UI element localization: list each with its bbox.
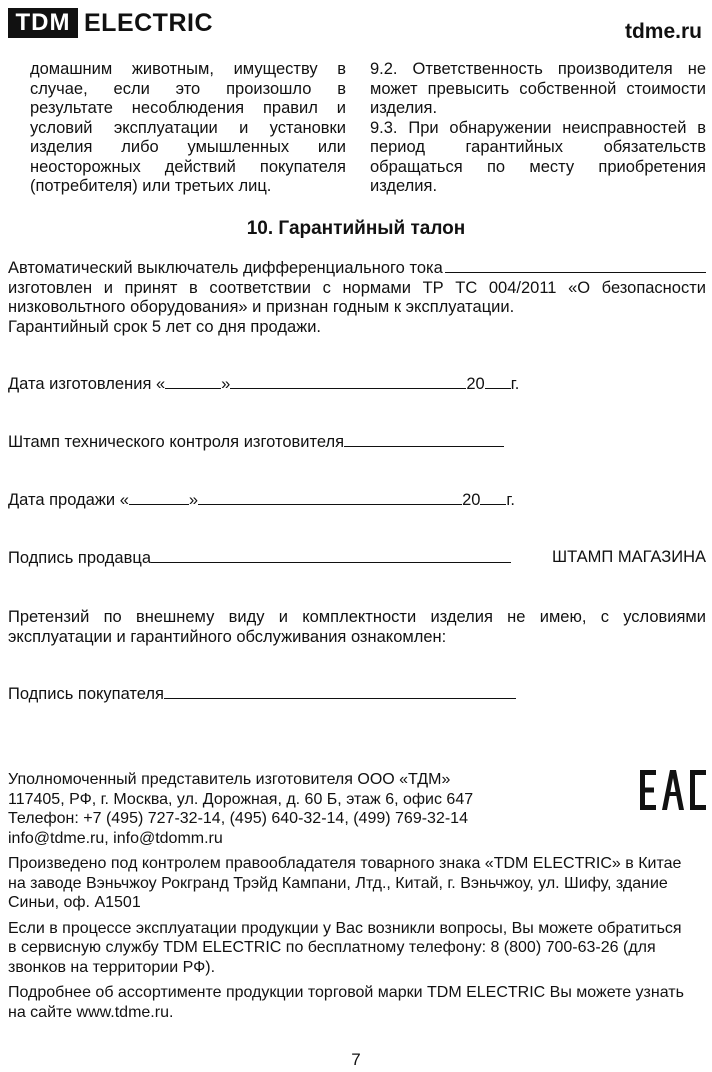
- left-paragraph: домашним животным, имуществу в случае, если это произошло в результате несоблюдения правил и условий эксплуатации и установки изделия либо умышленных или неосторожных действий покупателя (потребителя) или третьих лиц.: [30, 60, 346, 195]
- contacts-block: [8, 770, 688, 1028]
- produced-info: Произведено под контролем правообладателя товарного знака «TDM ELECTRIC» в Китае на заводе Вэньчжоу Рокгранд Трэйд Кампани, Лтд., Китай, г. Вэньчжоу, ул. Шифу, здание Синьи, оф. А1501: [8, 855, 682, 911]
- manufacture-day-field[interactable]: [165, 374, 221, 389]
- site-url: tdme.ru: [624, 20, 702, 43]
- page-number: 7: [351, 1050, 361, 1069]
- year-prefix: 20: [462, 491, 481, 509]
- clause-9-3: 9.3. При обнаружении неисправностей в период гарантийных обязательств обращаться по месту приобретения изделия.: [370, 118, 706, 195]
- intro-line-2: изготовлен и принят в соответствии с нормами ТР ТС 004/2011 «О безопасности низковольтного оборудования» и признан годным к эксплуатации.: [8, 278, 706, 316]
- intro-line-1: Автоматический выключатель дифференциального тока: [8, 259, 443, 277]
- warranty-intro: [8, 258, 706, 337]
- manufacture-month-field[interactable]: [230, 374, 466, 389]
- stamp-label: Штамп технического контроля изготовителя: [8, 433, 345, 451]
- service-info: Если в процессе эксплуатации продукции у Вас возникли вопросы, Вы можете обратиться в сервисную службу TDM ELECTRIC по бесплатному телефону: 8 (800) 700-63-26 (для звонков на территории РФ).: [8, 919, 682, 976]
- manufacture-date-row: [8, 374, 519, 394]
- shop-stamp-label: ШТАМП МАГАЗИНА: [552, 548, 706, 566]
- seller-signature-label: Подпись продавца: [8, 549, 152, 567]
- eac-certification-mark: [640, 770, 708, 810]
- buyer-signature-row: [8, 684, 516, 704]
- device-name-line[interactable]: [445, 258, 706, 273]
- stamp-row: [8, 432, 504, 452]
- rep-line-1: Уполномоченный представитель изготовителя ООО «ТДМ»: [8, 771, 451, 788]
- year-prefix: 20: [466, 375, 485, 393]
- rep-line-4: info@tdme.ru, info@tdomm.ru: [8, 829, 223, 847]
- brand-logo-tdm: TDM: [8, 8, 78, 38]
- sale-month-field[interactable]: [198, 490, 462, 505]
- page-header: [8, 8, 702, 42]
- intro-line-3: Гарантийный срок 5 лет со дня продажи.: [8, 317, 322, 336]
- sale-year-field[interactable]: [480, 490, 506, 505]
- sale-date-label: Дата продажи «: [8, 491, 129, 509]
- section-title: 10. Гарантийный талон: [246, 218, 466, 239]
- sale-day-field[interactable]: [129, 490, 189, 505]
- quote-close: »: [221, 375, 231, 393]
- buyer-signature-label: Подпись покупателя: [8, 685, 164, 703]
- clause-9-2: 9.2. Ответственность производителя не может превысить собственной стоимости изделия.: [370, 60, 706, 117]
- year-suffix: г.: [506, 491, 516, 509]
- rep-line-3: Телефон: +7 (495) 727-32-14, (495) 640-32-14, (499) 769-32-14: [8, 810, 468, 827]
- buyer-signature-field[interactable]: [164, 684, 516, 699]
- brand-logo-electric: ELECTRIC: [84, 9, 213, 37]
- sale-date-row: [8, 490, 515, 510]
- stamp-field[interactable]: [344, 432, 504, 447]
- more-info: Подробнее об ассортименте продукции торговой марки TDM ELECTRIC Вы можете узнать на сайте www.tdme.ru.: [8, 984, 684, 1021]
- representative-info: [8, 770, 688, 848]
- claims-text: Претензий по внешнему виду и комплектности изделия не имею, с условиями эксплуатации и гарантийного обслуживания ознакомлен:: [8, 608, 706, 646]
- quote-close: »: [188, 491, 199, 509]
- manufacture-year-field[interactable]: [485, 374, 511, 389]
- right-column: [370, 60, 706, 197]
- seller-signature-field[interactable]: [151, 548, 511, 563]
- left-column: [30, 60, 346, 197]
- year-suffix: г.: [510, 375, 520, 393]
- seller-signature-row: [8, 548, 706, 568]
- manufacture-date-label: Дата изготовления «: [8, 375, 166, 393]
- rep-line-2: 117405, РФ, г. Москва, ул. Дорожная, д. 60 Б, этаж 6, офис 647: [8, 790, 474, 808]
